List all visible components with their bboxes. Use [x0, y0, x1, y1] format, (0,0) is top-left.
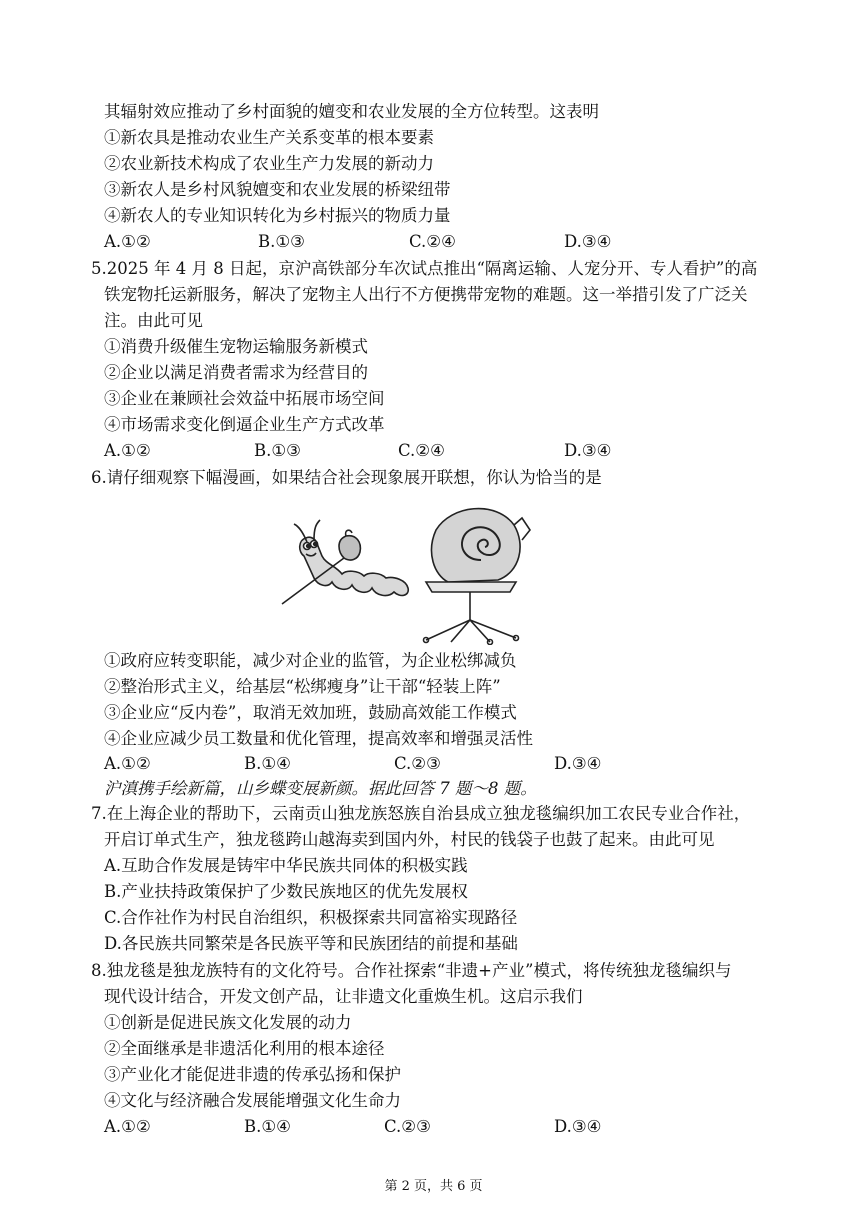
q7-choice-c: C.合作社作为村民自治组织，积极探索共同富裕实现路径: [104, 908, 518, 927]
q8-stem-line-1: 8.独龙毯是独龙族特有的文化符号。合作社探索“非遗+产业”模式，将传统独龙毯编织与: [91, 961, 732, 980]
q8-statement-1: ①创新是促进民族文化发展的动力: [104, 1013, 352, 1032]
q5-stem-line-1: 5.2025 年 4 月 8 日起，京沪高铁部分车次试点推出“隔离运输、人宠分开、专人看护”的高: [91, 259, 758, 278]
snail-shell-chair-drawing: [424, 509, 531, 645]
q5-statement-3: ③企业在兼顾社会效益中拓展市场空间: [104, 389, 385, 408]
q5-stem-line-2: 铁宠物托运新服务，解决了宠物主人出行不方便携带宠物的难题。这一举措引发了广泛关: [104, 285, 748, 304]
q8-statement-3: ③产业化才能促进非遗的传承弘扬和保护: [104, 1065, 401, 1084]
q6-option-d: D.③④: [554, 754, 602, 773]
caterpillar-drawing: [282, 520, 408, 604]
q8-statement-2: ②全面继承是非遗活化利用的根本途径: [104, 1039, 385, 1058]
q4-option-a: A.①②: [104, 232, 151, 251]
q6-stem: 6.请仔细观察下幅漫画，如果结合社会现象展开联想，你认为恰当的是: [91, 468, 602, 487]
q6-option-a: A.①②: [104, 754, 151, 773]
q6-statement-3: ③企业应“反内卷”，取消无效加班，鼓励高效能工作模式: [104, 703, 517, 722]
q7-stem-line-2: 开启订单式生产，独龙毯跨山越海卖到国内外，村民的钱袋子也鼓了起来。由此可见: [104, 830, 715, 849]
q4-option-d: D.③④: [564, 232, 612, 251]
q6-options: [104, 753, 664, 775]
q6-statement-2: ②整治形式主义，给基层“松绑瘦身”让干部“轻装上阵”: [104, 677, 501, 696]
q5-option-d: D.③④: [564, 441, 612, 460]
q6-statement-4: ④企业应减少员工数量和优化管理，提高效率和增强灵活性: [104, 729, 533, 748]
q4-options: [104, 231, 664, 253]
q5-stem-line-3: 注。由此可见: [104, 311, 203, 330]
q5-statement-2: ②企业以满足消费者需求为经营目的: [104, 363, 368, 382]
q6-option-b: B.①④: [244, 754, 291, 773]
q7-choice-b: B.产业扶持政策保护了少数民族地区的优先发展权: [104, 882, 468, 901]
cartoon-illustration: [276, 500, 546, 645]
q4-statement-4: ④新农人的专业知识转化为乡村振兴的物质力量: [104, 206, 451, 225]
q7-stem-line-1: 7.在上海企业的帮助下，云南贡山独龙族怒族自治县成立独龙毯编织加工农民专业合作社，: [91, 804, 751, 823]
q4-statement-1: ①新农具是推动农业生产关系变革的根本要素: [104, 128, 434, 147]
page-footer: 第 2 页，共 6 页: [384, 1179, 483, 1194]
q4-option-c: C.②④: [409, 232, 456, 251]
q7-8-intro: 沪滇携手绘新篇，山乡蝶变展新颜。据此回答 7 题～8 题。: [104, 779, 537, 798]
q5-statement-4: ④市场需求变化倒逼企业生产方式改革: [104, 415, 385, 434]
q5-statement-1: ①消费升级催生宠物运输服务新模式: [104, 337, 368, 356]
q4-statement-3: ③新农人是乡村风貌嬗变和农业发展的桥梁纽带: [104, 180, 451, 199]
q4-stem-tail: 其辐射效应推动了乡村面貌的嬗变和农业发展的全方位转型。这表明: [104, 102, 599, 121]
q6-statement-1: ①政府应转变职能，减少对企业的监管，为企业松绑减负: [104, 651, 517, 670]
q8-option-b: B.①④: [244, 1117, 291, 1136]
q8-options: [104, 1116, 664, 1138]
q5-option-a: A.①②: [104, 441, 151, 460]
q5-option-c: C.②④: [398, 441, 445, 460]
q4-option-b: B.①③: [258, 232, 305, 251]
q6-option-c: C.②③: [394, 754, 441, 773]
q8-option-a: A.①②: [104, 1117, 151, 1136]
q8-option-c: C.②③: [384, 1117, 431, 1136]
q8-statement-4: ④文化与经济融合发展能增强文化生命力: [104, 1091, 401, 1110]
q7-choice-d: D.各民族共同繁荣是各民族平等和民族团结的前提和基础: [104, 934, 518, 953]
q8-stem-line-2: 现代设计结合，开发文创产品，让非遗文化重焕生机。这启示我们: [104, 987, 583, 1006]
q8-option-d: D.③④: [554, 1117, 602, 1136]
q7-choice-a: A.互助合作发展是铸牢中华民族共同体的积极实践: [104, 856, 468, 875]
q5-option-b: B.①③: [254, 441, 301, 460]
q5-options: [104, 440, 664, 462]
q4-statement-2: ②农业新技术构成了农业生产力发展的新动力: [104, 154, 434, 173]
